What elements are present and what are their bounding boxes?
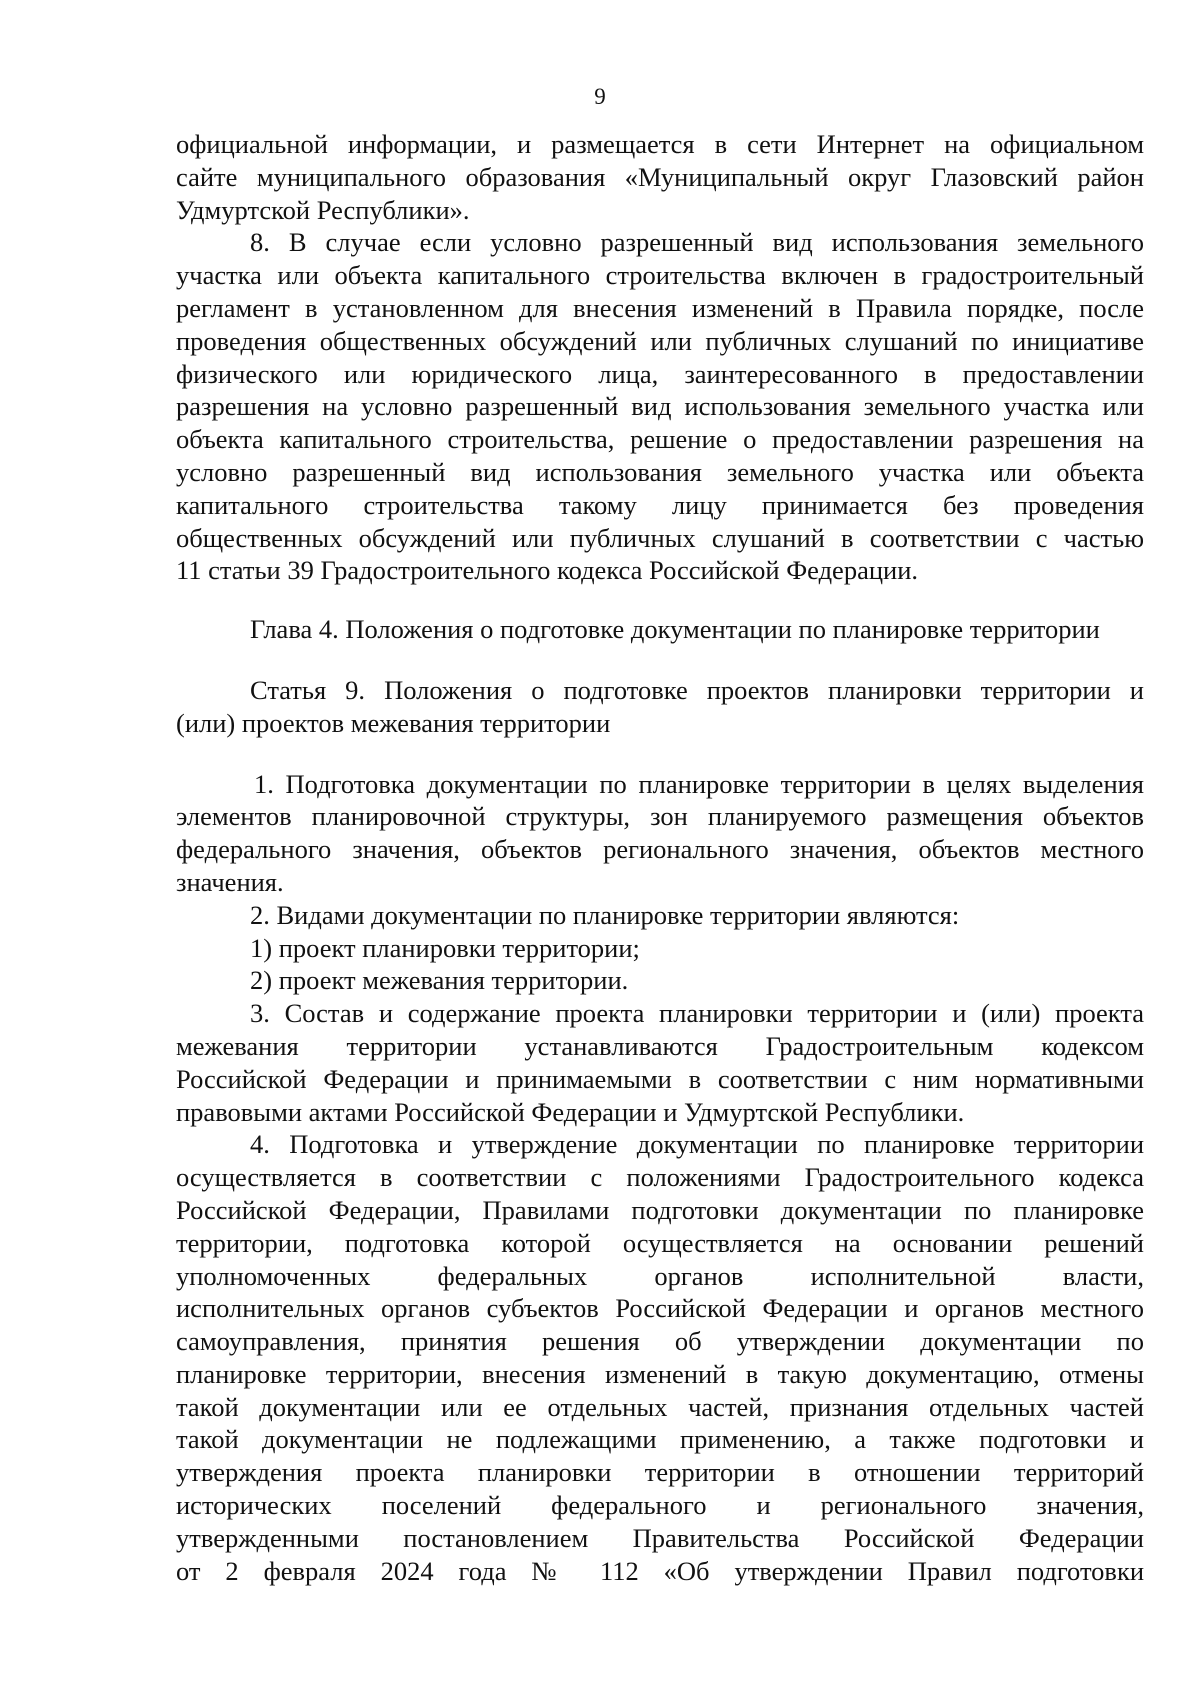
text-line: Статья 9. Положения о подготовке проектов планировки территории и xyxy=(250,674,1144,705)
text-line: проведения общественных обсуждений или публичных слушаний по инициативе xyxy=(176,325,1144,356)
text-line: самоуправления, принятия решения об утверждении документации по xyxy=(176,1326,1144,1357)
article-heading xyxy=(176,674,1144,740)
spacer xyxy=(176,740,1144,768)
text-line: элементов планировочной структуры, зон планируемого размещения объектов xyxy=(176,801,1144,832)
paragraph-8 xyxy=(176,226,1144,587)
text-line: федерального значения, объектов регионального значения, объектов местного xyxy=(176,834,1144,865)
list-item-1: 1) проект планировки территории; xyxy=(250,932,640,963)
section-3 xyxy=(176,997,1144,1128)
text-line: официальной информации, и размещается в сети Интернет на официальном xyxy=(176,129,1144,159)
section-1 xyxy=(176,768,1144,899)
text-line: 3. Состав и содержание проекта планировки территории и (или) проекта xyxy=(250,998,1144,1029)
paragraph-continuation xyxy=(176,128,1144,226)
text-line: сайте муниципального образования «Муниципальный округ Глазовский район xyxy=(176,161,1144,192)
document-body xyxy=(176,128,1144,1587)
text-line: участка или объекта капитального строительства включен в градостроительный xyxy=(176,260,1144,291)
text-line: от 2 февраля 2024 года № 112 «Об утверждении Правил подготовки xyxy=(176,1555,1144,1586)
text-line: (или) проектов межевания территории xyxy=(176,707,611,738)
text-line: значения. xyxy=(176,866,284,897)
text-line: объекта капитального строительства, решение о предоставлении разрешения на xyxy=(176,424,1144,455)
page-number: 9 xyxy=(594,84,606,109)
section-2: 2. Видами документации по планировке территории являются: xyxy=(250,899,960,930)
text-line: уполномоченных федеральных органов исполнительной власти, xyxy=(176,1260,1144,1291)
text-line: межевания территории устанавливаются Градостроительным кодексом xyxy=(176,1030,1144,1061)
text-line: планировке территории, внесения изменений в такую документацию, отмены xyxy=(176,1358,1144,1389)
text-line: осуществляется в соответствии с положениями Градостроительного кодекса xyxy=(176,1162,1144,1193)
chapter-heading: Глава 4. Положения о подготовке документации по планировке территории xyxy=(250,614,1100,645)
text-line: утвержденными постановлением Правительства Российской Федерации xyxy=(176,1522,1144,1553)
text-line: исполнительных органов субъектов Российской Федерации и органов местного xyxy=(176,1293,1144,1324)
text-line: разрешения на условно разрешенный вид использования земельного участка или xyxy=(176,391,1144,422)
text-line: территории, подготовка которой осуществляется на основании решений xyxy=(176,1227,1144,1258)
text-line: Российской Федерации и принимаемыми в соответствии с ним нормативными xyxy=(176,1063,1144,1094)
text-line: 1. Подготовка документации по планировке территории в целях выделения xyxy=(254,768,1144,799)
text-line: 8. В случае если условно разрешенный вид использования земельного xyxy=(250,227,1144,258)
text-line: утверждения проекта планировки территории в отношении территорий xyxy=(176,1457,1144,1488)
text-line: 11 статьи 39 Градостроительного кодекса Российской Федерации. xyxy=(176,555,918,586)
text-line: Удмуртской Республики». xyxy=(176,194,470,225)
text-line: правовыми актами Российской Федерации и Удмуртской Республики. xyxy=(176,1096,965,1127)
list-item-2: 2) проект межевания территории. xyxy=(250,965,629,996)
text-line: исторических поселений федерального и регионального значения, xyxy=(176,1490,1144,1521)
text-line: физического или юридического лица, заинтересованного в предоставлении xyxy=(176,358,1144,389)
section-4 xyxy=(176,1128,1144,1587)
text-line: Российской Федерации, Правилами подготовки документации по планировке xyxy=(176,1194,1144,1225)
text-line: такой документации или ее отдельных частей, признания отдельных частей xyxy=(176,1391,1144,1422)
text-line: условно разрешенный вид использования земельного участка или объекта xyxy=(176,456,1144,487)
text-line: общественных обсуждений или публичных слушаний в соответствии с частью xyxy=(176,522,1144,553)
text-line: капитального строительства такому лицу принимается без проведения xyxy=(176,489,1144,520)
text-line: 4. Подготовка и утверждение документации по планировке территории xyxy=(250,1129,1144,1160)
text-line: регламент в установленном для внесения изменений в Правила порядке, после xyxy=(176,292,1144,323)
text-line: такой документации не подлежащими применению, а также подготовки и xyxy=(176,1424,1144,1455)
